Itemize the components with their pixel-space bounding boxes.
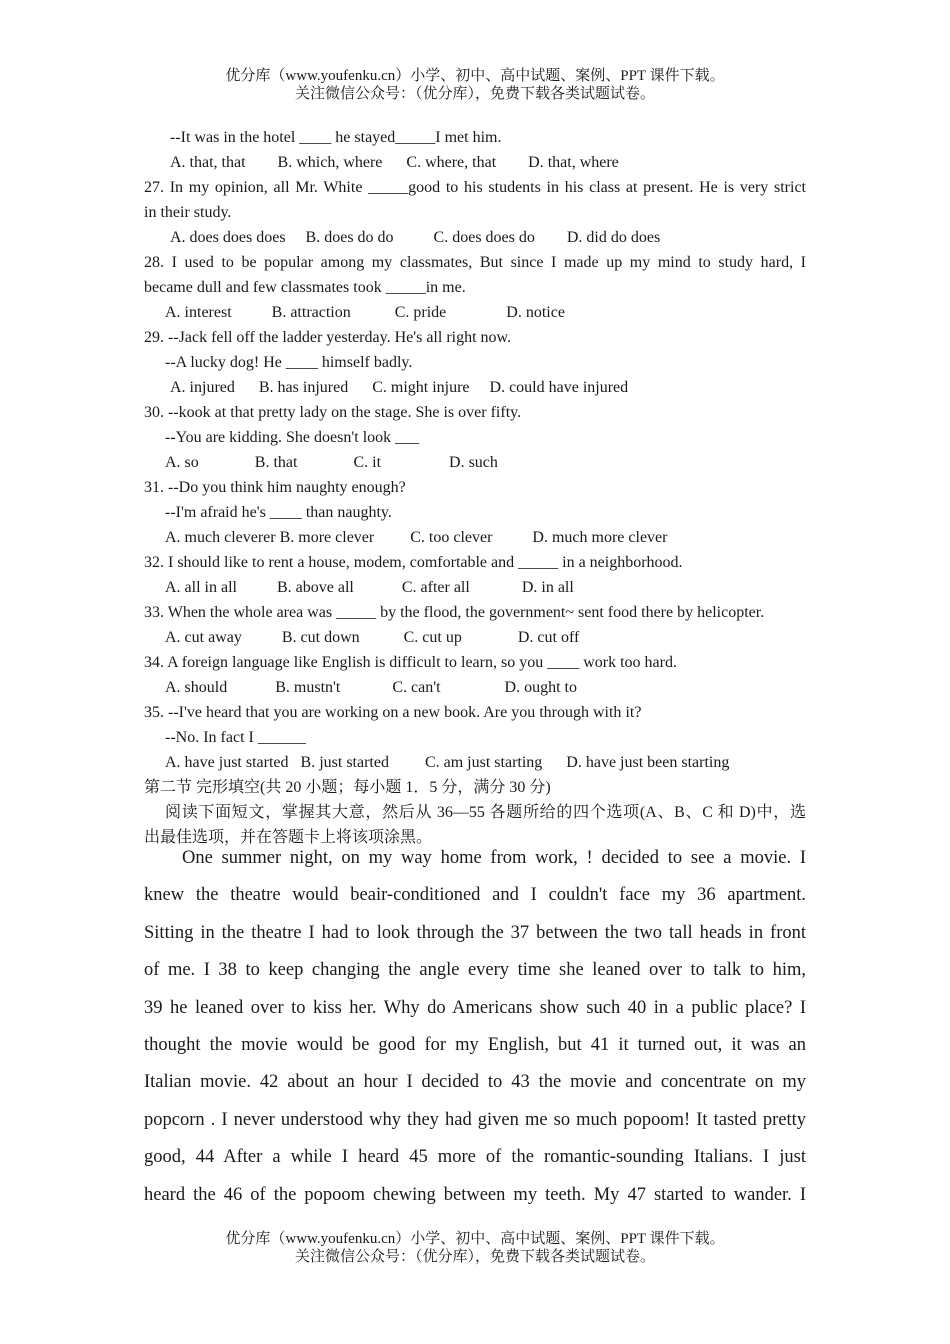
text-line: in their study. xyxy=(144,204,232,221)
passage-line: of me. I 38 to keep changing the angle every time she leaned over to talk to him, xyxy=(144,960,806,981)
text-line: A. cut away B. cut down C. cut up D. cut off xyxy=(165,629,580,646)
text-line: A. much cleverer B. more clever C. too clever D. much more clever xyxy=(165,529,668,546)
text-line: A. interest B. attraction C. pride D. notice xyxy=(165,304,565,321)
text-line: 第二节 完形填空(共 20 小题；每小题 1．5 分，满分 30 分) xyxy=(144,779,551,796)
page-header xyxy=(0,67,950,103)
exam-questions xyxy=(144,125,806,850)
passage-line: good, 44 After a while I heard 45 more of the romantic-sounding Italians. I just xyxy=(144,1147,806,1168)
cloze-passage xyxy=(144,840,806,1214)
text-line: 31. --Do you think him naughty enough? xyxy=(144,479,406,496)
text-line: 30. --kook at that pretty lady on the stage. She is over fifty. xyxy=(144,404,522,421)
passage-line: heard the 46 of the popoom chewing between my teeth. My 47 started to wander. I xyxy=(144,1184,806,1205)
text-line: --A lucky dog! He ____ himself badly. xyxy=(165,354,413,371)
text-line: 阅读下面短文，掌握其大意，然后从 36—55 各题所给的四个选项(A、B、C 和 D)中，选 xyxy=(165,804,806,821)
passage-line: popcorn . I never understood why they had given me so much popoom! It tasted pretty xyxy=(144,1109,806,1130)
text-line: A. all in all B. above all C. after all D. in all xyxy=(165,579,574,596)
text-line: A. have just started B. just started C. am just starting D. have just been starting xyxy=(165,754,730,771)
text-line: became dull and few classmates took _____in me. xyxy=(144,279,466,296)
text-line: --No. In fact I ______ xyxy=(165,729,306,746)
text-line: 28. I used to be popular among my classmates, But since I made up my mind to study hard, I xyxy=(144,254,806,271)
passage-line: 39 he leaned over to kiss her. Why do Americans show such 40 in a public place? I xyxy=(144,997,806,1018)
passage-line: knew the theatre would beair-conditioned and I couldn't face my 36 apartment. xyxy=(144,885,806,906)
text-line: --You are kidding. She doesn't look ___ xyxy=(165,429,420,446)
footer-line-1: 优分库（www.youfenku.cn）小学、初中、高中试题、案例、PPT 课件下载。 xyxy=(225,1231,725,1247)
page-footer xyxy=(0,1230,950,1266)
text-line: A. should B. mustn't C. can't D. ought to xyxy=(165,679,577,696)
text-line: 33. When the whole area was _____ by the flood, the government~ sent food there by helicopter. xyxy=(144,604,765,621)
text-line: --I'm afraid he's ____ than naughty. xyxy=(165,504,392,521)
text-line: --It was in the hotel ____ he stayed_____I met him. xyxy=(170,129,502,146)
passage-line: Italian movie. 42 about an hour I decided to 43 the movie and concentrate on my xyxy=(144,1072,806,1093)
text-line: A. so B. that C. it D. such xyxy=(165,454,498,471)
text-line: A. that, that B. which, where C. where, that D. that, where xyxy=(170,154,619,171)
text-line: 34. A foreign language like English is difficult to learn, so you ____ work too hard. xyxy=(144,654,677,671)
text-line: 35. --I've heard that you are working on a new book. Are you through with it? xyxy=(144,704,642,721)
passage-line: Sitting in the theatre I had to look through the 37 between the two tall heads in front xyxy=(144,922,806,943)
text-line: 32. I should like to rent a house, modem, comfortable and _____ in a neighborhood. xyxy=(144,554,683,571)
passage-line: thought the movie would be good for my English, but 41 it turned out, it was an xyxy=(144,1034,806,1055)
text-line: 27. In my opinion, all Mr. White _____good to his students in his class at present. He is very strict xyxy=(144,179,806,196)
text-line: 29. --Jack fell off the ladder yesterday. He's all right now. xyxy=(144,329,512,346)
text-line: 出最佳选项，并在答题卡上将该项涂黑。 xyxy=(144,829,433,846)
footer-line-2: 关注微信公众号：（优分库），免费下载各类试题试卷。 xyxy=(294,1249,655,1265)
text-line: A. injured B. has injured C. might injure D. could have injured xyxy=(170,379,629,396)
text-line: A. does does does B. does do do C. does does do D. did do does xyxy=(170,229,661,246)
header-line-1: 优分库（www.youfenku.cn）小学、初中、高中试题、案例、PPT 课件下载。 xyxy=(225,68,725,84)
header-line-2: 关注微信公众号：（优分库），免费下载各类试题试卷。 xyxy=(294,86,655,102)
passage-line: One summer night, on my way home from work, ! decided to see a movie. I xyxy=(182,848,806,868)
